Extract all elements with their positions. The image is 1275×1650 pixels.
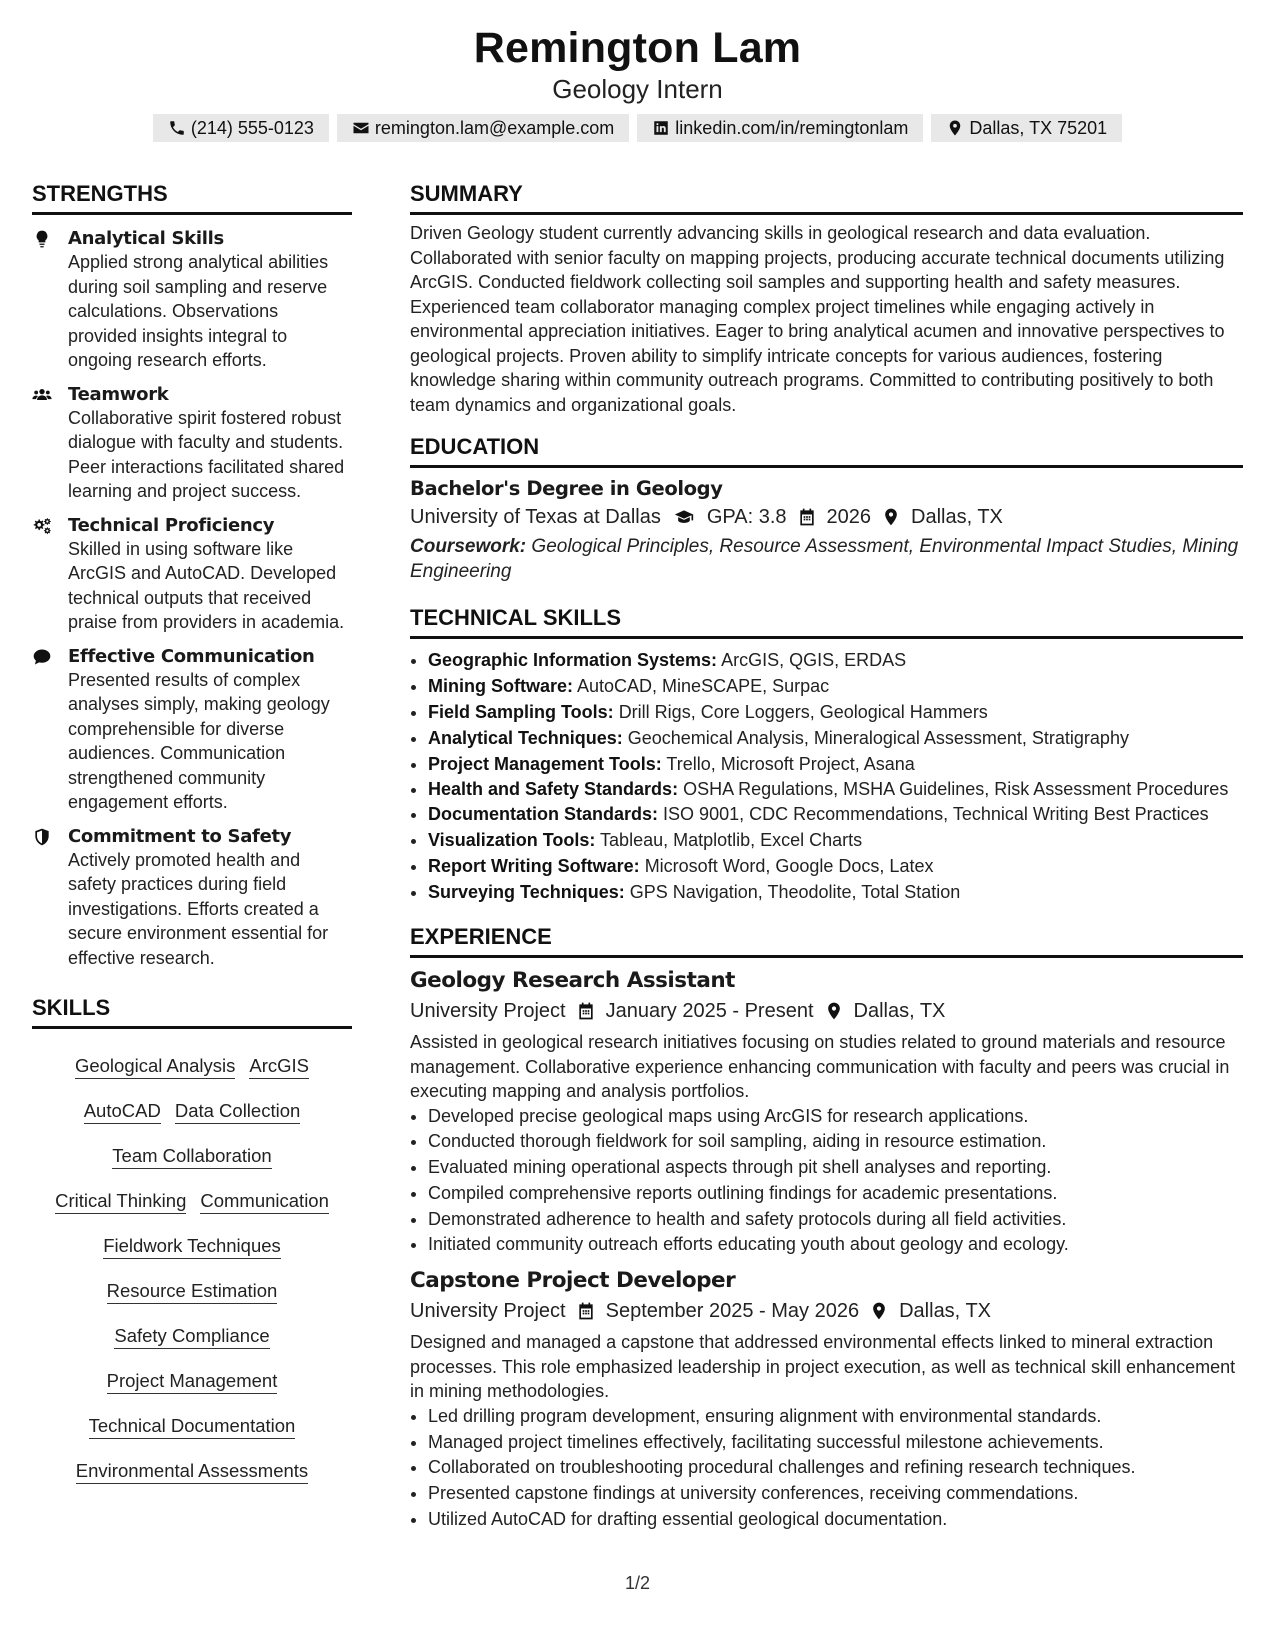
skill-category: Documentation Standards: <box>428 804 659 824</box>
skill-values: OSHA Regulations, MSHA Guidelines, Risk Assessment Procedures <box>683 779 1229 799</box>
skill-values: Geochemical Analysis, Mineralogical Assessment, Stratigraphy <box>627 728 1129 748</box>
job-title: Capstone Project Developer <box>410 1268 736 1294</box>
technical-skills-heading: TECHNICAL SKILLS <box>410 602 1243 639</box>
graduation-cap-icon <box>671 507 697 527</box>
job-description: Designed and managed a capstone that addressed environmental effects linked to mineral extraction processes. This role emphasized leadership in project execution, as well as technical skill enhancement in mining methodologies. <box>410 1332 1236 1402</box>
strength-title: Effective Communication <box>68 645 315 667</box>
skill-values: GPS Navigation, Theodolite, Total Station <box>629 882 961 902</box>
skill-tag: Communication <box>200 1189 329 1214</box>
job-dates: January 2025 - Present <box>605 1000 814 1022</box>
skill-category: Geographic Information Systems: <box>428 650 718 670</box>
page-indicator: 1/2 <box>624 1573 651 1593</box>
skills-tag-cloud <box>32 1043 352 1493</box>
skill-category: Report Writing Software: <box>428 856 640 876</box>
list-item: • Utilized AutoCAD for drafting essential geological documentation. <box>428 1507 1243 1533</box>
email-text: remington.lam@example.com <box>374 118 615 138</box>
strength-text: Collaborative spirit fostered robust dialogue with faculty and students. Peer interactions facilitated shared learning and project success. <box>68 407 345 501</box>
map-pin-icon <box>869 1301 889 1321</box>
job-dates: September 2025 - May 2026 <box>605 1300 860 1323</box>
job-location: Dallas, TX <box>853 1000 946 1022</box>
job-description: Assisted in geological research initiatives focusing on studies related to ground materials and resource management. Collaborative experience enhancing communication with faculty and peers was crucial in executing mapping and analysis portfolios. <box>410 1032 1230 1101</box>
education-meta <box>410 502 1243 532</box>
resume-header <box>0 22 1275 142</box>
list-item <box>428 827 1243 853</box>
education-heading: EDUCATION <box>410 431 1243 468</box>
skill-values: AutoCAD, MineSCAPE, Surpac <box>577 676 830 696</box>
summary-heading: SUMMARY <box>410 178 1243 215</box>
job-entry <box>410 966 1243 1258</box>
contact-linkedin[interactable] <box>637 114 923 142</box>
strength-item <box>32 825 352 971</box>
strengths-heading: STRENGTHS <box>32 178 352 215</box>
job-meta <box>410 1296 1243 1326</box>
technical-skills-list <box>410 647 1243 905</box>
skill-tag: Data Collection <box>175 1099 300 1124</box>
list-item <box>428 673 1243 699</box>
skill-tag: Technical Documentation <box>89 1414 296 1439</box>
list-item <box>428 647 1243 673</box>
summary-text: Driven Geology student currently advancing skills in geological research and data evaluation. Collaborated with senior faculty on mapping projects, producing accurate technical documents utilizing ArcGIS. Conducted fieldwork collecting soil samples and supporting health and safety measures. Experienced team collaborator managing complex project timelines while engaging actively in environmental appreciation initiatives. Eager to bring analytical acumen and innovative perspectives to geological projects. Proven ability to simplify intricate concepts for various audiences, fostering knowledge sharing within community outreach programs. Committed to contributing positively to both team dynamics and organizational goals. <box>410 223 1225 415</box>
skills-heading: SKILLS <box>32 992 352 1029</box>
skill-values: Microsoft Word, Google Docs, Latex <box>644 856 934 876</box>
linkedin-text: linkedin.com/in/remingtonlam <box>675 118 909 138</box>
skill-category: Visualization Tools: <box>428 830 596 850</box>
job-org: University Project <box>410 1000 566 1022</box>
list-item: • Evaluated mining operational aspects through pit shell analyses and reporting. <box>428 1155 1243 1181</box>
skill-category: Analytical Techniques: <box>428 728 623 748</box>
gpa: GPA: 3.8 <box>706 506 787 528</box>
skill-tag: Environmental Assessments <box>76 1459 308 1484</box>
list-item <box>428 777 1243 801</box>
skill-values: Drill Rigs, Core Loggers, Geological Hammers <box>618 702 988 722</box>
list-item: • Led drilling program development, ensuring alignment with environmental standards. <box>428 1404 1243 1430</box>
skill-tag: AutoCAD <box>84 1099 161 1124</box>
skill-tag: Team Collaboration <box>112 1144 271 1169</box>
contact-location <box>931 114 1122 142</box>
envelope-icon <box>352 119 370 137</box>
phone-icon <box>168 119 186 137</box>
skill-tag: Geological Analysis <box>75 1054 235 1079</box>
calendar-icon <box>797 507 817 527</box>
coursework-list: Geological Principles, Resource Assessment, Environmental Impact Studies, Mining Engineering <box>410 536 1239 582</box>
list-item <box>428 725 1243 751</box>
phone-text: (214) 555-0123 <box>190 118 314 138</box>
gears-icon <box>32 516 52 536</box>
strength-text: Skilled in using software like ArcGIS and AutoCAD. Developed technical outputs that received praise from providers in academia. <box>68 538 345 632</box>
job-bullets <box>410 1104 1243 1259</box>
school-name: University of Texas at Dallas <box>410 506 661 528</box>
skill-values: ArcGIS, QGIS, ERDAS <box>721 650 907 670</box>
coursework <box>410 535 1243 584</box>
shield-icon <box>32 827 52 847</box>
skill-tag: Critical Thinking <box>55 1189 186 1214</box>
map-pin-icon <box>881 507 901 527</box>
users-icon <box>32 385 52 405</box>
skill-tag: ArcGIS <box>249 1054 309 1079</box>
map-pin-icon <box>946 119 964 137</box>
list-item: • Collaborated on troubleshooting procedural challenges and refining research techniques. <box>428 1455 1243 1481</box>
comment-icon <box>32 647 52 667</box>
list-item <box>428 801 1243 827</box>
degree-title: Bachelor's Degree in Geology <box>410 477 723 500</box>
experience-heading: EXPERIENCE <box>410 921 1243 958</box>
job-meta <box>410 996 1243 1026</box>
list-item: • Initiated community outreach efforts educating youth about geology and ecology. <box>428 1232 1243 1258</box>
map-pin-icon <box>824 1001 844 1021</box>
strength-text: Presented results of complex analyses simply, making geology comprehensible for diverse audiences. Communication strengthened community engagement efforts. <box>68 669 330 812</box>
list-item: • Demonstrated adherence to health and safety protocols during all field activities. <box>428 1207 1243 1233</box>
skill-category: Mining Software: <box>428 676 573 696</box>
strength-title: Commitment to Safety <box>68 825 292 847</box>
skill-category: Field Sampling Tools: <box>428 702 614 722</box>
strength-title: Teamwork <box>68 383 169 405</box>
strength-item <box>32 227 352 373</box>
list-item <box>428 879 1243 905</box>
coursework-label: Coursework: <box>410 536 527 557</box>
strength-item <box>32 383 352 504</box>
skill-category: Project Management Tools: <box>428 754 662 774</box>
strength-item <box>32 645 352 815</box>
skill-category: Health and Safety Standards: <box>428 779 679 799</box>
school-location: Dallas, TX <box>911 506 1003 528</box>
graduation-year: 2026 <box>826 506 872 528</box>
contact-bar <box>0 114 1275 142</box>
skill-values: Trello, Microsoft Project, Asana <box>666 754 915 774</box>
calendar-icon <box>576 1001 596 1021</box>
list-item <box>428 853 1243 879</box>
right-column <box>410 178 1243 1533</box>
list-item <box>428 699 1243 725</box>
location-text: Dallas, TX 75201 <box>969 118 1108 138</box>
job-bullets <box>410 1404 1243 1533</box>
strength-title: Analytical Skills <box>68 228 224 249</box>
list-item: • Presented capstone findings at university conferences, receiving commendations. <box>428 1481 1243 1507</box>
contact-email[interactable] <box>337 114 629 142</box>
contact-phone[interactable] <box>153 114 329 142</box>
linkedin-icon <box>652 119 670 137</box>
calendar-icon <box>576 1301 596 1321</box>
list-item: • Developed precise geological maps using ArcGIS for research applications. <box>428 1104 1243 1130</box>
list-item: • Conducted thorough fieldwork for soil sampling, aiding in resource estimation. <box>428 1129 1243 1155</box>
left-column <box>32 178 352 1493</box>
list-item <box>428 751 1243 777</box>
job-location: Dallas, TX <box>899 1300 991 1323</box>
skill-category: Surveying Techniques: <box>428 882 625 902</box>
job-org: University Project <box>410 1300 566 1323</box>
strength-title: Technical Proficiency <box>68 514 275 536</box>
lightbulb-icon <box>32 229 52 249</box>
list-item: • Managed project timelines effectively, facilitating successful milestone achievements. <box>428 1430 1243 1456</box>
candidate-name: Remington Lam <box>473 24 802 72</box>
candidate-title: Geology Intern <box>552 74 723 104</box>
skill-values: ISO 9001, CDC Recommendations, Technical Writing Best Practices <box>663 804 1209 824</box>
skill-tag: Project Management <box>107 1369 278 1394</box>
strength-item <box>32 514 352 635</box>
skill-tag: Resource Estimation <box>107 1279 278 1304</box>
job-title: Geology Research Assistant <box>410 968 735 993</box>
skill-values: Tableau, Matplotlib, Excel Charts <box>600 830 863 850</box>
strength-text: Applied strong analytical abilities during soil sampling and reserve calculations. Observations provided insights integral to ongoing research efforts. <box>68 252 329 370</box>
skill-tag: Safety Compliance <box>114 1324 269 1349</box>
job-entry <box>410 1266 1243 1532</box>
skill-tag: Fieldwork Techniques <box>103 1234 281 1259</box>
list-item: • Compiled comprehensive reports outlining findings for academic presentations. <box>428 1181 1243 1207</box>
strength-text: Actively promoted health and safety practices during field investigations. Efforts created a secure environment essential for effective research. <box>68 849 329 968</box>
